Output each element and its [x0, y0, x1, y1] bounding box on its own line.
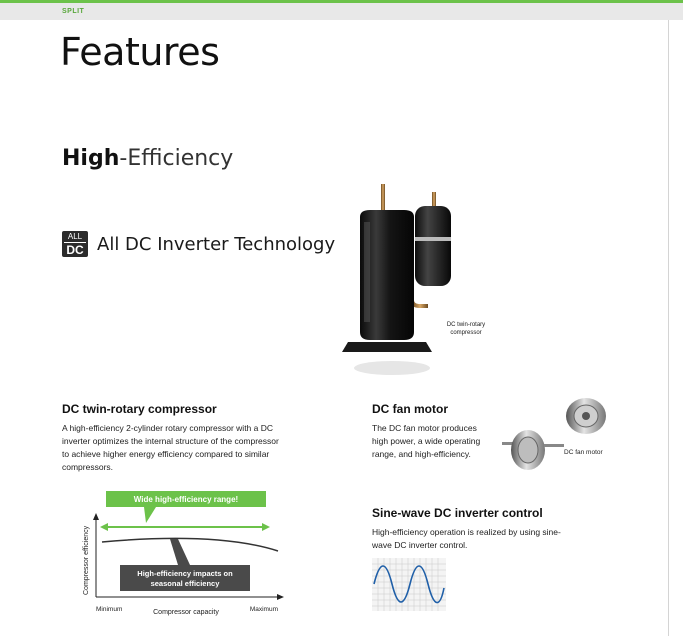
twin-rotary-line: to achieve higher energy efficiency compared to similar: [62, 449, 270, 459]
x-min-label: Minimum: [96, 606, 123, 613]
efficiency-curve: [102, 538, 278, 551]
sine-wave-heading: Sine-wave DC inverter control: [372, 506, 543, 520]
fan-motor-line: high power, a wide operating: [372, 436, 481, 446]
subtitle-bold: High: [62, 146, 120, 171]
fan-motor-heading: DC fan motor: [372, 402, 448, 416]
fan-motor-caption: DC fan motor: [564, 449, 603, 456]
twin-rotary-heading: DC twin-rotary compressor: [62, 402, 217, 416]
twin-rotary-line: compressors.: [62, 462, 114, 472]
compressor-image: [340, 182, 480, 378]
top-bar: [0, 0, 683, 20]
x-axis-label: Compressor capacity: [153, 609, 219, 616]
twin-rotary-line: inverter optimizes the internal structure of the compressor: [62, 436, 279, 446]
impact-line1: High-efficiency impacts on: [137, 569, 233, 578]
page-title: Features: [60, 30, 220, 74]
badge-bottom-text: DC: [66, 243, 84, 257]
sine-wave-line: wave DC inverter control.: [372, 540, 468, 550]
page-edge-rule: [668, 20, 669, 636]
technology-label: All DC Inverter Technology: [97, 234, 336, 255]
fan-motor-line: range, and high-efficiency.: [372, 449, 471, 459]
sine-wave-graphic: [372, 558, 446, 611]
twin-rotary-line: A high-efficiency 2-cylinder rotary compressor with a DC: [62, 423, 274, 433]
range-label-pointer: [144, 507, 156, 523]
impact-pointer: [170, 539, 190, 565]
section-tag: SPLIT: [62, 8, 85, 15]
twin-rotary-body: [62, 422, 332, 474]
y-axis-arrowhead: [93, 513, 99, 520]
sine-wave-body: [372, 526, 602, 552]
fan-motor-line: The DC fan motor produces: [372, 423, 477, 433]
range-label: Wide high-efficiency range!: [133, 495, 239, 504]
page-subtitle: [62, 146, 233, 171]
range-arrow-right-head: [262, 523, 270, 531]
compressor-caption: [436, 321, 496, 337]
badge-top-text: ALL: [64, 231, 86, 243]
compressor-caption-line1: DC twin-rotary: [446, 322, 486, 328]
all-dc-badge-icon: [62, 231, 88, 257]
subtitle-rest: -Efficiency: [119, 146, 234, 171]
sine-wave-line: High-efficiency operation is realized by using sine-: [372, 527, 561, 537]
y-axis-label: Compressor efficiency: [83, 525, 90, 595]
fan-motor-image: [500, 394, 620, 480]
compressor-caption-line2: compressor: [450, 330, 482, 336]
x-max-label: Maximum: [249, 606, 278, 613]
fan-motor-body: [372, 422, 502, 461]
range-arrow-left-head: [100, 523, 108, 531]
x-axis-arrowhead: [277, 594, 284, 600]
efficiency-chart: [78, 487, 288, 617]
top-accent-line: [0, 0, 683, 3]
impact-line2: seasonal efficiency: [150, 579, 220, 588]
